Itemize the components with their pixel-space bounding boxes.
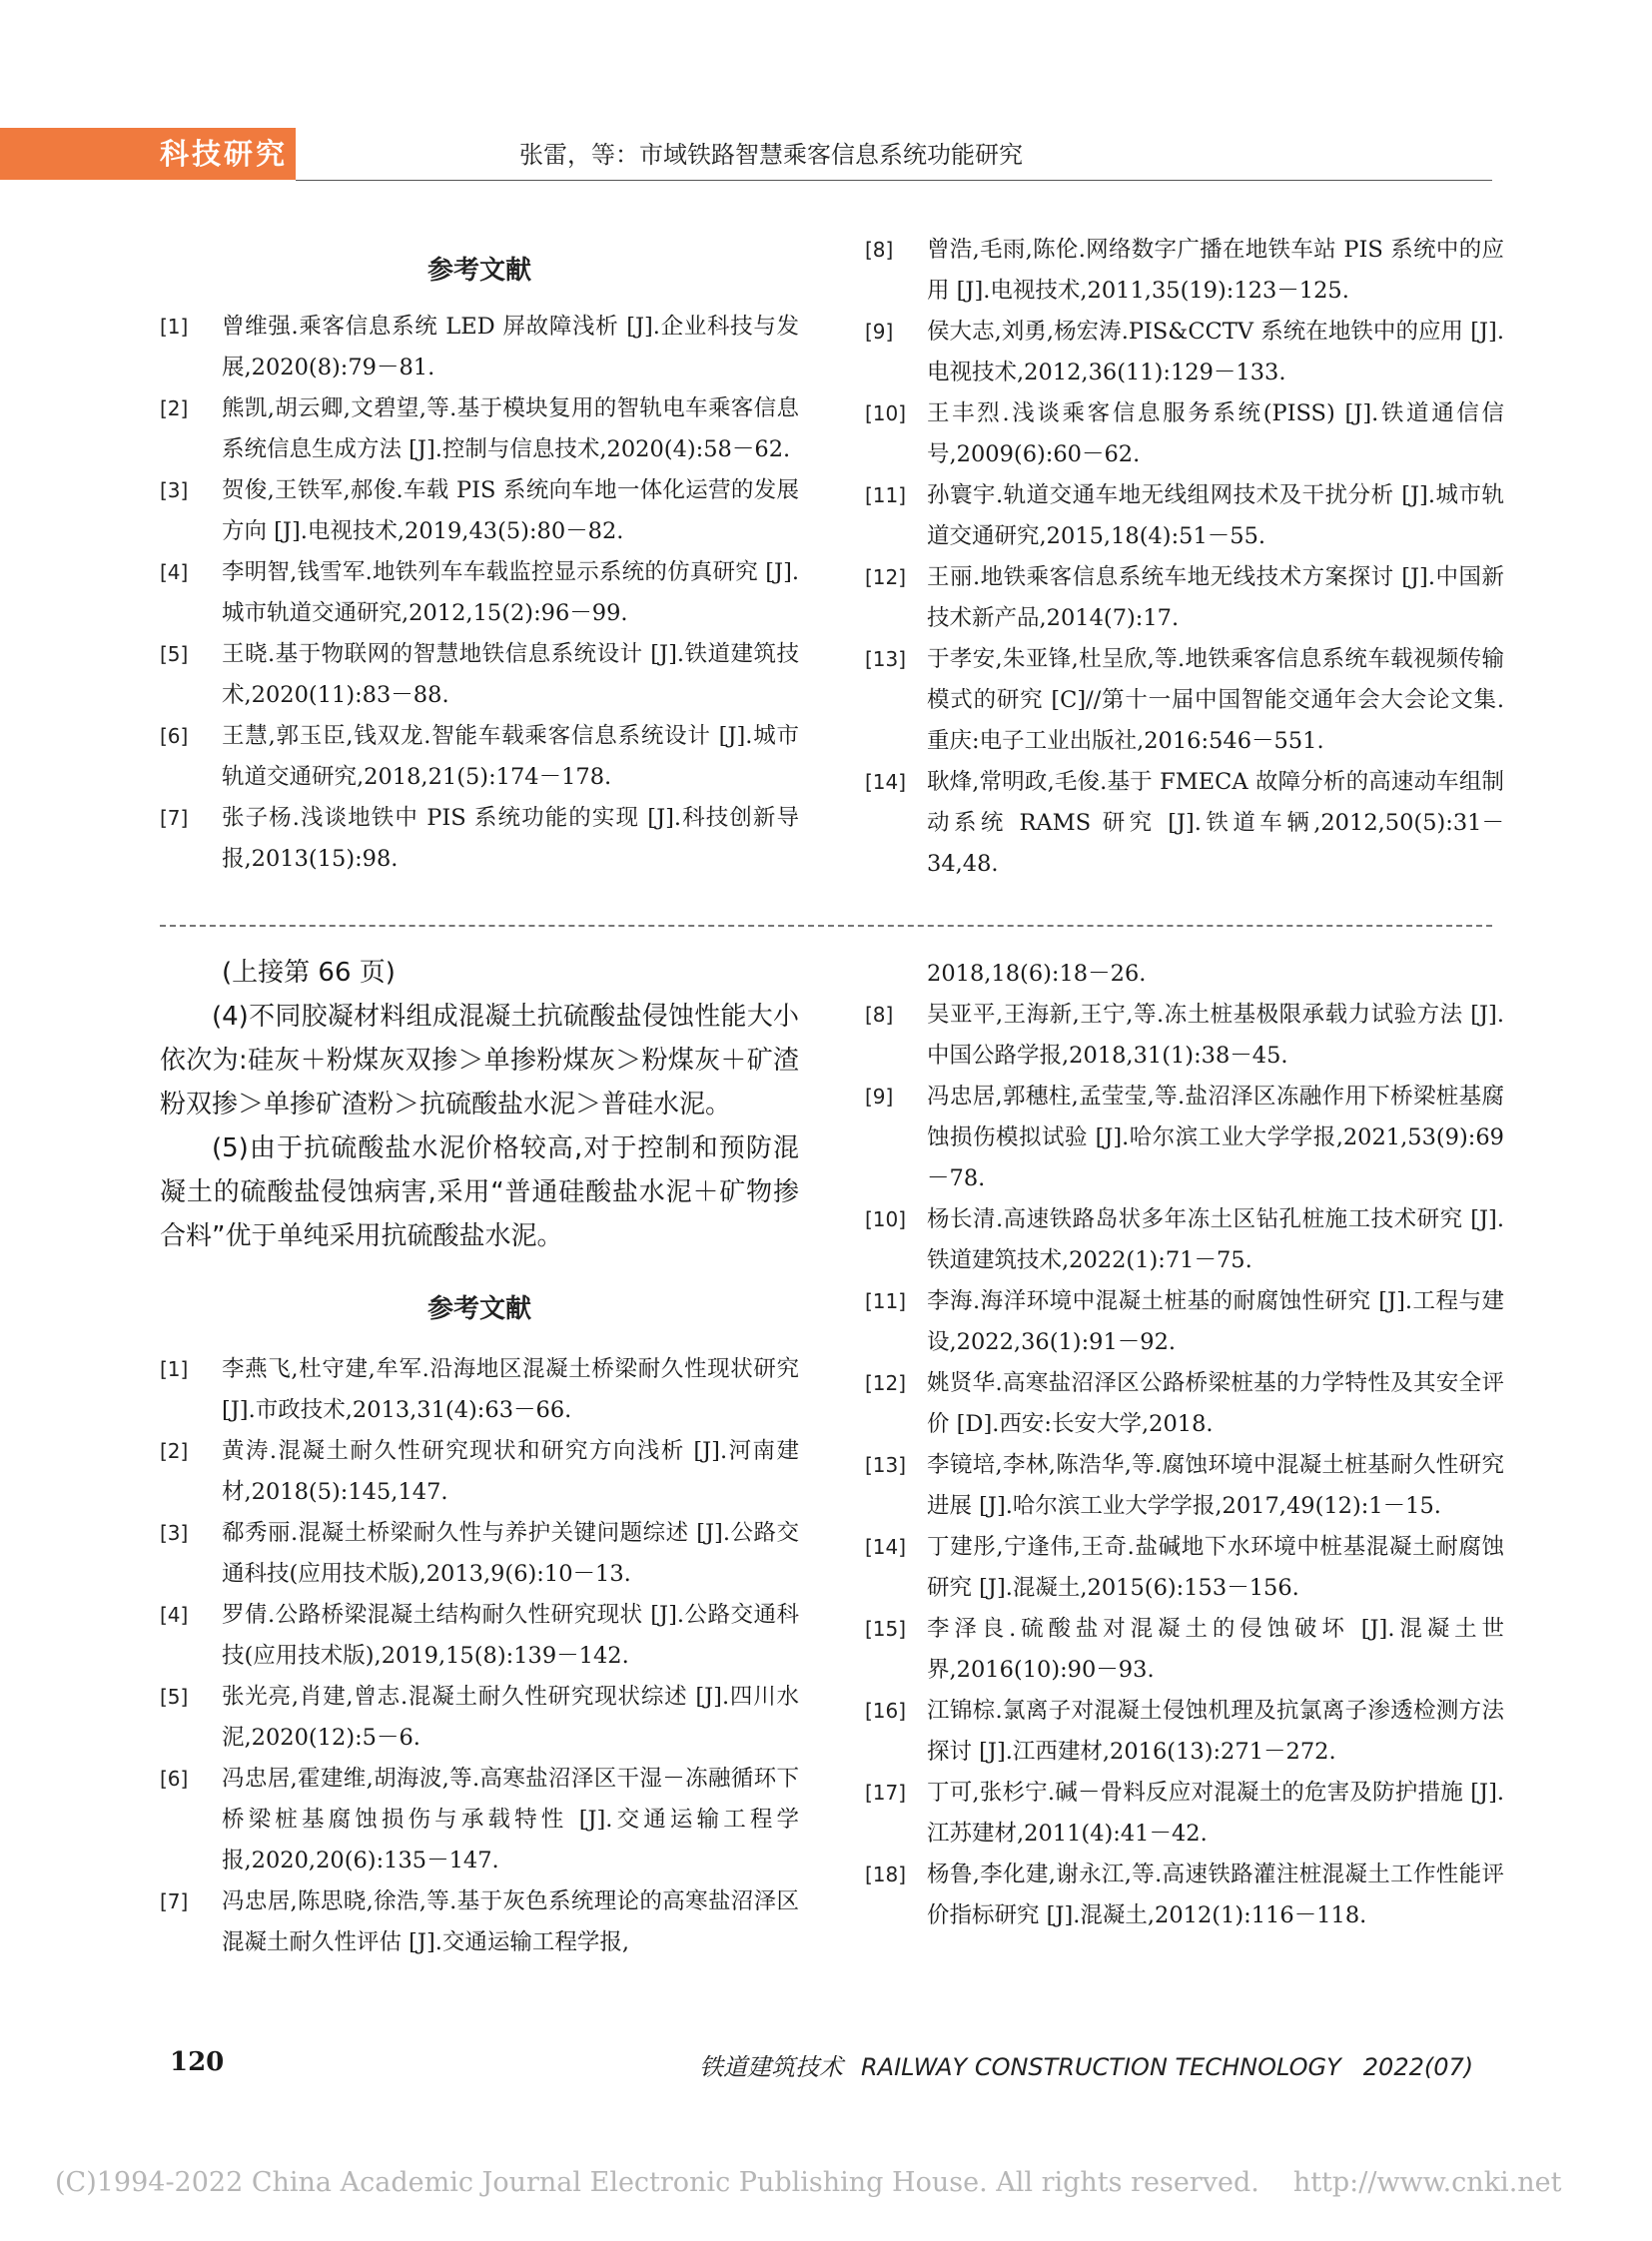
reference-text: 2018,18(6):18－26.: [927, 961, 1147, 987]
reference-text: 杨长清.高速铁路岛状多年冻土区钻孔桩施工技术研究 [J].铁道建筑技术,2022(1):71－75.: [927, 1206, 1504, 1273]
reference-item: [865, 557, 1504, 639]
reference-text: 熊凯,胡云卿,文碧望,等.基于模块复用的智轨电车乘客信息系统信息生成方法 [J].控制与信息技术,2020(4):58－62.: [222, 395, 799, 462]
reference-item: [865, 1445, 1504, 1527]
reference-number: [4]: [160, 1603, 189, 1627]
conclusion-paragraph: (5)由于抗硫酸盐水泥价格较高,对于控制和预防混凝土的硫酸盐侵蚀病害,采用“普通硅酸盐水泥＋矿物掺合料”优于单纯采用抗硫酸盐水泥。: [160, 1133, 799, 1251]
reference-item: [865, 1609, 1504, 1691]
reference-item: [160, 1677, 799, 1759]
reference-text: 王丽.地铁乘客信息系统车地无线技术方案探讨 [J].中国新技术新产品,2014(7):17.: [927, 564, 1504, 631]
reference-number: [16]: [865, 1699, 907, 1723]
reference-number: [11]: [865, 1289, 907, 1313]
reference-number: [9]: [865, 1085, 894, 1109]
reference-item: [160, 798, 799, 880]
reference-number: [10]: [865, 1207, 907, 1231]
reference-number: [7]: [160, 806, 189, 830]
reference-item: [865, 639, 1504, 762]
reference-item: [865, 1363, 1504, 1445]
reference-text: 黄涛.混凝土耐久性研究现状和研究方向浅析 [J].河南建材,2018(5):145,147.: [222, 1438, 799, 1505]
reference-number: [17]: [865, 1781, 907, 1805]
reference-text: 丁建彤,宁逢伟,王奇.盐碱地下水环境中桩基混凝土耐腐蚀研究 [J].混凝土,2015(6):153－156.: [927, 1534, 1504, 1601]
reference-item: [865, 230, 1504, 312]
reference-text: 冯忠居,霍建维,胡海波,等.高寒盐沼泽区干湿－冻融循环下桥梁桩基腐蚀损伤与承载特性 [J].交通运输工程学报,2020,20(6):135－147.: [222, 1766, 799, 1873]
reference-number: [9]: [865, 320, 894, 344]
reference-number: [15]: [865, 1617, 907, 1641]
reference-number: [4]: [160, 560, 189, 584]
reference-text: 郗秀丽.混凝土桥梁耐久性与养护关键问题综述 [J].公路交通科技(应用技术版),2013,9(6):10－13.: [222, 1520, 799, 1587]
reference-list: [865, 954, 1504, 1936]
reference-number: [6]: [160, 1767, 189, 1791]
reference-number: [11]: [865, 483, 907, 507]
reference-number: [1]: [160, 315, 189, 339]
reference-item: [865, 1773, 1504, 1855]
reference-item: [160, 1513, 799, 1595]
reference-text: 李海.海洋环境中混凝土桩基的耐腐蚀性研究 [J].工程与建设,2022,36(1):91－92.: [927, 1288, 1504, 1355]
section-tag: 科技研究: [0, 128, 296, 180]
reference-number: [13]: [865, 1453, 907, 1477]
reference-text: 姚贤华.高寒盐沼泽区公路桥梁桩基的力学特性及其安全评价 [D].西安:长安大学,2018.: [927, 1370, 1504, 1437]
reference-text: 丁可,张杉宁.碱－骨料反应对混凝土的危害及防护措施 [J].江苏建材,2011(4):41－42.: [927, 1780, 1504, 1847]
reference-number: [12]: [865, 565, 907, 589]
reference-text: 李镜培,李林,陈浩华,等.腐蚀环境中混凝土桩基耐久性研究进展 [J].哈尔滨工业大学学报,2017,49(12):1－15.: [927, 1452, 1504, 1519]
reference-number: [3]: [160, 1521, 189, 1545]
reference-list: [160, 1349, 799, 1963]
reference-text: 罗倩.公路桥梁混凝土结构耐久性研究现状 [J].公路交通科技(应用技术版),2019,15(8):139－142.: [222, 1602, 799, 1669]
reference-list: [865, 230, 1504, 885]
reference-number: [5]: [160, 1685, 189, 1709]
reference-number: [2]: [160, 396, 189, 420]
references-heading: 参考文献: [426, 256, 531, 286]
running-title: 张雷，等：市域铁路智慧乘客信息系统功能研究: [519, 141, 1023, 169]
reference-number: [18]: [865, 1863, 907, 1886]
reference-text: 张子杨.浅谈地铁中 PIS 系统功能的实现 [J].科技创新导报,2013(15):98.: [222, 805, 799, 872]
reference-item: [865, 1077, 1504, 1199]
reference-number: [13]: [865, 647, 907, 671]
reference-number: [8]: [865, 1003, 894, 1027]
journal-name-en: RAILWAY CONSTRUCTION TECHNOLOGY: [861, 2053, 1341, 2081]
journal-issue: 2022(07): [1362, 2053, 1474, 2081]
reference-item: [865, 1281, 1504, 1363]
reference-number: [6]: [160, 724, 189, 748]
journal-name-cn: 铁道建筑技术: [699, 2053, 843, 2081]
reference-text: 王慧,郭玉臣,钱双龙.智能车载乘客信息系统设计 [J].城市轨道交通研究,2018,21(5):174－178.: [222, 723, 799, 790]
reference-item: [865, 475, 1504, 557]
conclusion-paragraph: (4)不同胶凝材料组成混凝土抗硫酸盐侵蚀性能大小依次为:硅灰＋粉煤灰双掺＞单掺粉煤灰＞粉煤灰＋矿渣粉双掺＞单掺矿渣粉＞抗硫酸盐水泥＞普硅水泥。: [160, 1002, 799, 1120]
reference-item: [160, 1349, 799, 1431]
watermark-url: http://www.cnki.net: [1292, 2167, 1562, 2198]
reference-text: 曾浩,毛雨,陈伦.网络数字广播在地铁车站 PIS 系统中的应用 [J].电视技术,2011,35(19):123－125.: [927, 237, 1504, 304]
reference-text: 曾维强.乘客信息系统 LED 屏故障浅析 [J].企业科技与发展,2020(8):79－81.: [222, 314, 799, 380]
reference-item: [865, 1691, 1504, 1773]
reference-text: 耿烽,常明政,毛俊.基于 FMECA 故障分析的高速动车组制动系统 RAMS 研究 [J].铁道车辆,2012,50(5):31－34,48.: [927, 769, 1504, 877]
reference-item: [865, 393, 1504, 475]
journal-footer: [699, 2047, 1473, 2082]
continued-from-note: (上接第 66 页): [222, 958, 396, 988]
reference-item: [160, 388, 799, 470]
page-number: 120: [170, 2047, 225, 2077]
reference-list: [160, 307, 799, 880]
top-right-column: [865, 230, 1504, 885]
reference-item: [865, 762, 1504, 885]
reference-number: [8]: [865, 238, 894, 262]
reference-item: [160, 1881, 799, 1963]
reference-text: 王丰烈.浅谈乘客信息服务系统(PISS) [J].铁道通信信号,2009(6):60－62.: [927, 400, 1504, 467]
reference-item: [865, 1527, 1504, 1609]
reference-item: [865, 1199, 1504, 1281]
reference-number: [14]: [865, 1535, 907, 1559]
article-divider: [160, 925, 1492, 927]
reference-item: [160, 552, 799, 634]
reference-text: 张光亮,肖建,曾志.混凝土耐久性研究现状综述 [J].四川水泥,2020(12):5－6.: [222, 1684, 799, 1751]
reference-number: [3]: [160, 478, 189, 502]
reference-number: [7]: [160, 1889, 189, 1913]
reference-text: 冯忠居,陈思晓,徐浩,等.基于灰色系统理论的高寒盐沼泽区混凝土耐久性评估 [J].交通运输工程学报,: [222, 1888, 799, 1955]
reference-item: [865, 1855, 1504, 1936]
reference-text: 李泽良.硫酸盐对混凝土的侵蚀破坏 [J].混凝土世界,2016(10):90－93.: [927, 1616, 1504, 1683]
reference-text: 于孝安,朱亚锋,杜呈欣,等.地铁乘客信息系统车载视频传输模式的研究 [C]//第十一届中国智能交通年会大会论文集.重庆:电子工业出版社,2016:546－551.: [927, 646, 1504, 754]
header-rule: [296, 180, 1492, 181]
reference-number: [12]: [865, 1371, 907, 1395]
reference-number: [14]: [865, 770, 907, 794]
reference-text: 李燕飞,杜守建,牟军.沿海地区混凝土桥梁耐久性现状研究 [J].市政技术,2013,31(4):63－66.: [222, 1356, 799, 1423]
copyright-text: (C)1994-2022 China Academic Journal Electronic Publishing House. All rights reserved.: [55, 2167, 1259, 2198]
reference-number: [10]: [865, 401, 907, 425]
reference-continuation: [865, 954, 1504, 995]
reference-number: [5]: [160, 642, 189, 666]
reference-item: [160, 1759, 799, 1881]
copyright-watermark: [55, 2167, 1562, 2198]
reference-text: 侯大志,刘勇,杨宏涛.PIS&CCTV 系统在地铁中的应用 [J].电视技术,2012,36(11):129－133.: [927, 319, 1504, 385]
bottom-left-column: [160, 951, 799, 1963]
reference-text: 冯忠居,郭穗柱,孟莹莹,等.盐沼泽区冻融作用下桥梁桩基腐蚀损伤模拟试验 [J].哈尔滨工业大学学报,2021,53(9):69－78.: [927, 1084, 1504, 1191]
reference-text: 江锦棕.氯离子对混凝土侵蚀机理及抗氯离子渗透检测方法探讨 [J].江西建材,2016(13):271－272.: [927, 1698, 1504, 1765]
reference-text: 贺俊,王铁军,郝俊.车载 PIS 系统向车地一体化运营的发展方向 [J].电视技术,2019,43(5):80－82.: [222, 477, 799, 544]
reference-item: [160, 716, 799, 798]
reference-text: 杨鲁,李化建,谢永江,等.高速铁路灌注桩混凝土工作性能评价指标研究 [J].混凝土,2012(1):116－118.: [927, 1862, 1504, 1928]
reference-item: [865, 312, 1504, 393]
references-heading: 参考文献: [426, 1294, 531, 1324]
reference-text: 吴亚平,王海新,王宁,等.冻土桩基极限承载力试验方法 [J].中国公路学报,2018,31(1):38－45.: [927, 1002, 1504, 1069]
reference-text: 王晓.基于物联网的智慧地铁信息系统设计 [J].铁道建筑技术,2020(11):83－88.: [222, 641, 799, 708]
reference-text: 孙寰宇.轨道交通车地无线组网技术及干扰分析 [J].城市轨道交通研究,2015,18(4):51－55.: [927, 482, 1504, 549]
reference-item: [160, 1595, 799, 1677]
top-left-column: [160, 250, 799, 880]
reference-item: [160, 634, 799, 716]
reference-item: [160, 1431, 799, 1513]
reference-item: [160, 307, 799, 388]
reference-item: [865, 995, 1504, 1077]
reference-number: [1]: [160, 1357, 189, 1381]
reference-item: [160, 470, 799, 552]
reference-text: 李明智,钱雪军.地铁列车车载监控显示系统的仿真研究 [J].城市轨道交通研究,2012,15(2):96－99.: [222, 559, 799, 626]
reference-number: [2]: [160, 1439, 189, 1463]
bottom-right-column: [865, 954, 1504, 1936]
